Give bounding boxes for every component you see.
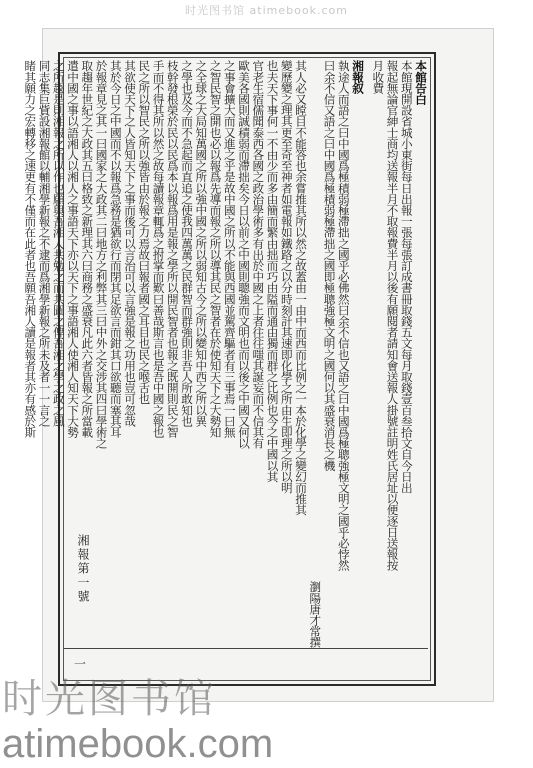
article-line: 曰余不信又語之曰中國爲極積弱極滯拙之國即極聰強極文明之國何以其盛衰消長之機 (322, 60, 337, 471)
article-line: 同志集巨貲設湘報館以輔湘學新報之不逮而爲湘學新報之所未及者一一言之 (37, 60, 52, 427)
article-line: 之全球之大局知萬國之所以強中國之所以弱知古今之所以變知中西之所以異 (194, 60, 209, 427)
article-line: 執途人而語之曰中國爲極積弱極滯拙之國乎必佛然曰余不信也又語之曰中國爲極聰強極文明之國乎必悖然 (336, 60, 351, 571)
notice-heading: 本館告白 (414, 60, 428, 105)
footer-rule (64, 648, 428, 649)
watermark-chinese: 时光图书馆 (2, 676, 217, 722)
article-title: 湘報叙 (351, 60, 365, 94)
article-line: 民之所以智民之所以強皆由於報之力焉故曰報者國之耳目也民之喉舌也 (137, 60, 152, 405)
article-line: 變歷變之理其更至奇至神者如電報如鐵路之以分時刻計其速即化學之所由生即理之所以明 (279, 60, 294, 493)
page-number: 一 (74, 657, 87, 671)
issue-label: 湘報第一號 (74, 530, 93, 608)
section-gap (365, 60, 371, 648)
notice-line: 報起無論官紳士商均送報半月不取報費半月以後有願閱者請知會送報人掛號註明姓氏居址以便逐日送報按 (385, 60, 400, 571)
notice-line: 月收費 (371, 60, 386, 94)
article-line: 睹其願力之宏轉移之速更有不僅而在此者也吾願吾湘人讀是報者其亦有感於斯 (23, 60, 38, 438)
article-line: 之所趨是則湘報之所以作也願與吾湘人共勉之而共圖之俾吾湘之學之政之風 (51, 60, 66, 427)
article-line: 其欲使天下之人皆知天下之事而後可以言治可以言強是報之功用也豈可忽哉 (123, 60, 137, 427)
article-line: 於報章見之其一曰國家之大政其二曰地方之利弊其三曰中外之交涉其四曰學術之 (94, 60, 109, 449)
notice-line: 本館現開設省城小東街每日出報一張每張訂成書冊取錢五文每月取錢壹百叁拾文自今日出 (399, 60, 414, 493)
article-line: 之智民智之開也必以報爲先導而報之所以導其民之智者在於使知天下之大勢知 (208, 60, 223, 438)
article-line: 歐美各國則誠積弱而滯拙矣今日以前之中國則聰強而文明也而以後之中國又何以 (237, 60, 251, 449)
article-line: 取趨年世紀之大政其五曰格致之新理其六曰商務之盛衰凡此六者皆報之所當載 (80, 60, 95, 438)
watermark-url: atimebook.com (2, 722, 274, 766)
article-line: 手而不得其所以然之故每讀報章輒爲之拊掌而歎曰善哉斯言也是吾中國之報也 (151, 60, 166, 438)
article-line: 也夫天下事何一不由少而多由簡而繁由拙而巧由隘而通由獨而群之比例也今之中國以其 (265, 60, 280, 482)
vertical-text-block (23, 60, 428, 648)
article-line: 其人必又瞠目不能答也余嘗推其所以然之故蓋由一由中而西而比例之一本於化學之變幻而推其 (294, 60, 308, 516)
article-author: 瀏陽唐才常撰 (308, 581, 323, 648)
article-line: 之學也及今而不急起而直追之使我四萬萬之民群智而群強則非吾人所敢知也 (180, 60, 194, 427)
article-line: 之事會擴大而又進之乎是故中國之所以不能與西國並駕齊驅者有三事焉一曰無 (222, 60, 237, 438)
article-line: 官老生宿儒聞泰西各國之政治學術多有出於中國之上者往往嗤其誕妄而不信其有 (251, 60, 266, 449)
article-line: 枝幹發根榮於民以民爲本以報爲用是報之學所以開民智者也報之既開則民之智 (165, 60, 180, 438)
article-line: 其於今日之中國而不以報爲急務是猶欲行而閉其足欲言而鉗其口欲聽而塞其耳 (108, 60, 123, 438)
article-line: 遣中國之事以語湘人以湘人之事語天下亦以天下之事語湘人使湘人知天下大勢 (66, 60, 80, 438)
top-watermark: 时光图书馆 atimebook.com (185, 4, 348, 17)
